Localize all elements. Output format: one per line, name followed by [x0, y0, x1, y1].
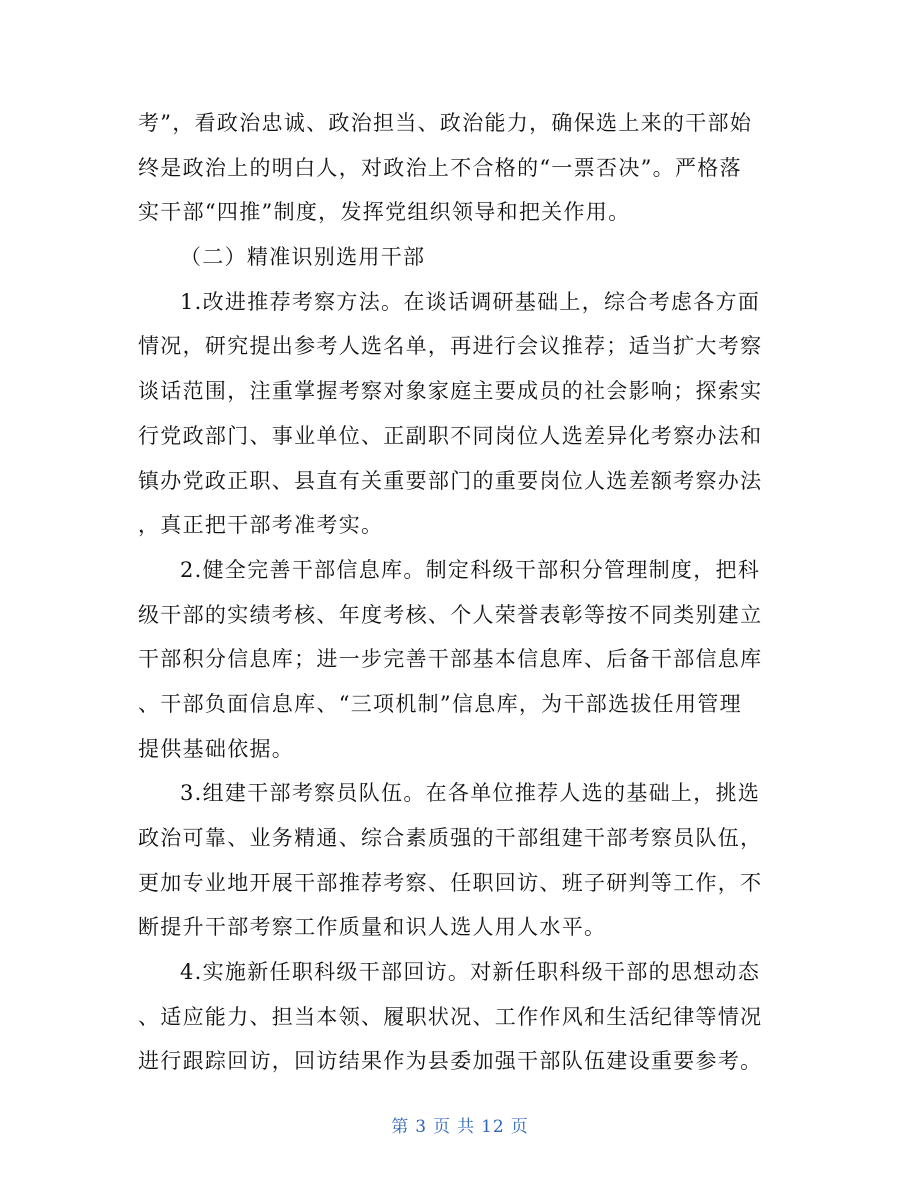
text-line: 谈话范围，注重掌握考察对象家庭主要成员的社会影响；探索实	[138, 379, 763, 404]
text-line: 镇办党政正职、县直有关重要部门的重要岗位人选差额考察办法	[138, 468, 763, 493]
total-pages-number: 12	[481, 1117, 505, 1137]
footer-prefix: 第	[391, 1117, 410, 1137]
text-line: 政治可靠、业务精通、综合素质强的干部组建干部考察员队伍，	[138, 826, 763, 850]
text-line: 提供基础依据。	[138, 736, 295, 761]
text-line: 、适应能力、担当本领、履职状况、工作作风和生活纪律等情况	[138, 1004, 763, 1029]
paragraph-start-line: 1.改进推荐考察方法。在谈话调研基础上，综合考虑各方面	[180, 289, 761, 314]
text-line: 情况，研究提出参考人选名单，再进行会议推荐；适当扩大考察	[138, 334, 763, 359]
text-line: 实干部“四推”制度，发挥党组织领导和把关作用。	[138, 200, 631, 225]
text-line: 进行跟踪回访，回访结果作为县委加强干部队伍建设重要参考。	[138, 1049, 763, 1074]
current-page-number: 3	[415, 1117, 428, 1137]
text-line: 干部积分信息库；进一步完善干部基本信息库、后备干部信息库	[138, 647, 763, 672]
section-heading: （二）精准识别选用干部	[180, 245, 426, 270]
text-line: 断提升干部考察工作质量和识人选人用人水平。	[138, 915, 607, 940]
body-text	[138, 101, 778, 1084]
text-line: 级干部的实绩考核、年度考核、个人荣誉表彰等按不同类别建立	[138, 602, 763, 627]
text-line: ，真正把干部考准考实。	[138, 513, 384, 538]
text-line: 行党政部门、事业单位、正副职不同岗位人选差异化考察办法和	[138, 423, 763, 448]
page-footer	[0, 1112, 920, 1137]
paragraph-start-line: 3.组建干部考察员队伍。在各单位推荐人选的基础上，挑选	[180, 781, 761, 806]
text-line: 考”，看政治忠诚、政治担当、政治能力，确保选上来的干部始	[138, 111, 753, 135]
footer-total-suffix: 页	[510, 1117, 529, 1137]
paragraph-start-line: 2.健全完善干部信息库。制定科级干部积分管理制度，把科	[180, 557, 761, 582]
footer-total-prefix: 共	[457, 1117, 476, 1137]
text-line: 、干部负面信息库、“三项机制”信息库，为干部选拔任用管理	[138, 691, 742, 716]
paragraph-start-line: 4.实施新任职科级干部回访。对新任职科级干部的思想动态	[180, 960, 761, 985]
text-line: 终是政治上的明白人，对政治上不合格的“一票否决”。严格落	[138, 155, 742, 180]
text-line: 更加专业地开展干部推荐考察、任职回访、班子研判等工作，不	[138, 870, 763, 895]
footer-page-unit: 页	[433, 1117, 452, 1137]
